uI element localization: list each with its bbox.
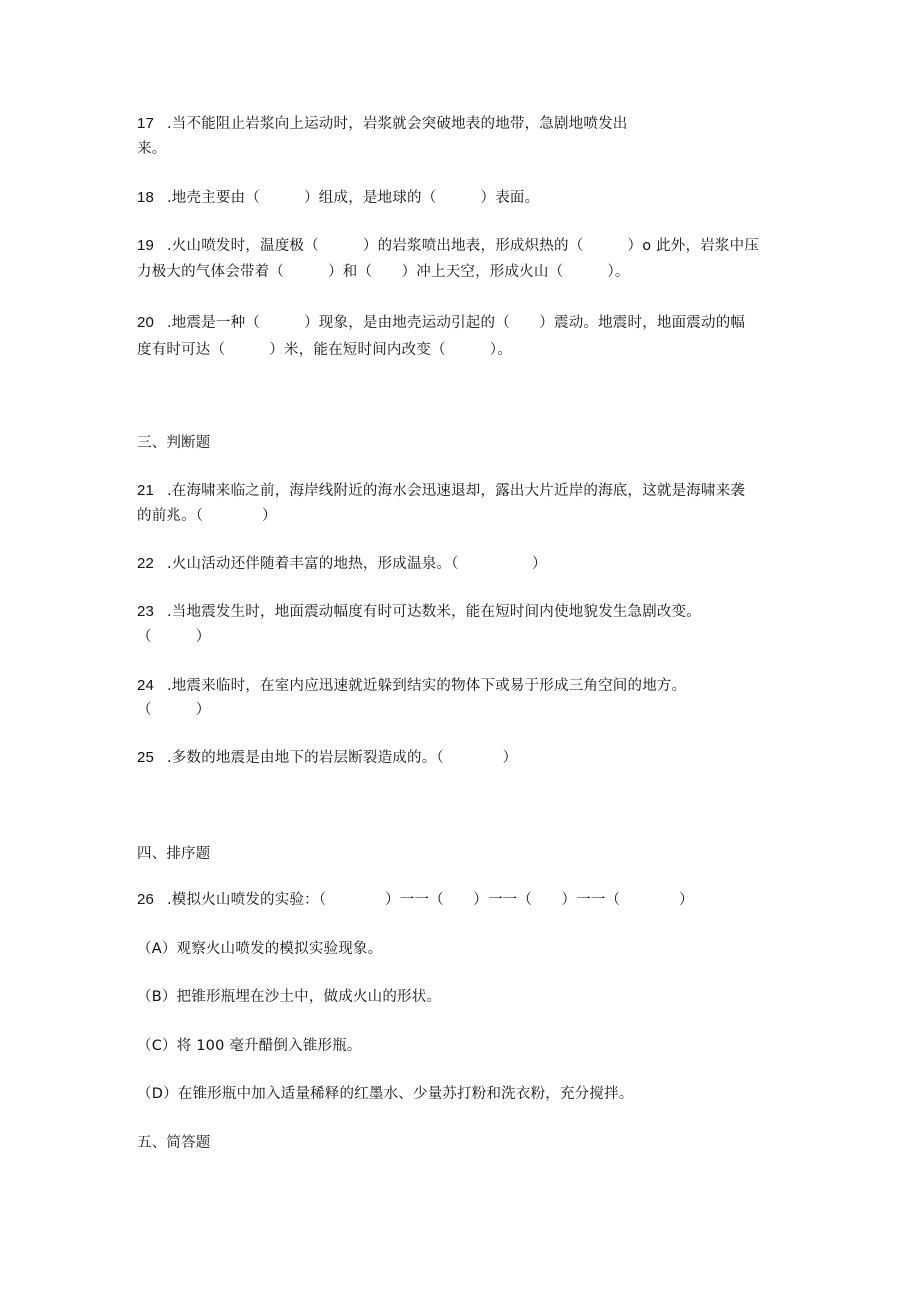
- question-17-line-2: 来。: [137, 141, 167, 157]
- question-26-option-a: （A）观察火山喷发的模拟实验现象。: [137, 941, 383, 957]
- question-18-number: 18: [137, 189, 155, 206]
- question-24-line-2: （ ）: [137, 702, 211, 718]
- question-23-text: .当地震发生时，地面震动幅度有时可达数米，能在短时间内使地貌发生急剧改变。: [167, 604, 702, 620]
- question-25-text: .多数的地震是由地下的岩层断裂造成的。（ ）: [167, 750, 518, 766]
- question-19-text: .火山喷发时，温度极（ ）的岩浆喷出地表，形成炽热的（ ）o 此外，岩浆中压: [167, 238, 759, 254]
- question-21-line-1: [137, 481, 745, 501]
- question-20-line-2: 度有时可达（ ）米，能在短时间内改变（ ）。: [137, 342, 512, 358]
- question-19-line-2: 力极大的气体会带着（ ）和（ ）冲上天空，形成火山（ ）。: [137, 264, 630, 280]
- question-17-number: 17: [137, 115, 155, 132]
- question-21-number: 21: [137, 482, 155, 499]
- section-5-title: 五、简答题: [137, 1135, 211, 1151]
- question-26-option-b: （B）把锥形瓶埋在沙土中，做成火山的形状。: [137, 989, 442, 1005]
- question-26-option-d: （D）在锥形瓶中加入适量稀释的红墨水、少量苏打粉和洗衣粉，充分搅拌。: [137, 1086, 634, 1102]
- question-21-line-2: 的前兆。（ ）: [137, 508, 277, 524]
- question-23-line-2: （ ）: [137, 629, 211, 645]
- question-19-number: 19: [137, 237, 155, 254]
- question-26-line-1: [137, 890, 694, 910]
- section-3-title: 三、判断题: [137, 435, 211, 451]
- question-17-line-1: [137, 114, 628, 134]
- question-24-line-1: [137, 676, 686, 696]
- question-19-line-1: [137, 236, 759, 256]
- question-18-line-1: [137, 188, 539, 208]
- question-23-line-1: [137, 602, 701, 622]
- question-24-number: 24: [137, 677, 155, 694]
- question-21-text: .在海啸来临之前，海岸线附近的海水会迅速退却，露出大片近岸的海底，这就是海啸来袭: [167, 483, 746, 499]
- question-26-text: .模拟火山喷发的实验：（ ）一一（ ）一一（ ）一一（ ）: [167, 892, 694, 908]
- question-22-number: 22: [137, 555, 155, 572]
- question-22-text: .火山活动还伴随着丰富的地热，形成温泉。（ ）: [167, 556, 547, 572]
- question-25-number: 25: [137, 749, 155, 766]
- question-20-line-1: [137, 313, 745, 333]
- question-22-line-1: [137, 554, 547, 574]
- question-23-number: 23: [137, 603, 155, 620]
- question-24-text: .地震来临时，在室内应迅速就近躲到结实的物体下或易于形成三角空间的地方。: [167, 678, 687, 694]
- question-20-text: .地震是一种（ ）现象，是由地壳运动引起的（ ）震动。地震时，地面震动的幅: [167, 315, 746, 331]
- section-4-title: 四、排序题: [137, 846, 211, 862]
- question-25-line-1: [137, 748, 517, 768]
- question-18-text: .地壳主要由（ ）组成，是地球的（ ）表面。: [167, 190, 540, 206]
- question-17-text: .当不能阻止岩浆向上运动时，岩浆就会突破地表的地带，急剧地喷发出: [167, 116, 628, 132]
- question-26-number: 26: [137, 891, 155, 908]
- question-26-option-c: （C）将 100 毫升醋倒入锥形瓶。: [137, 1038, 362, 1054]
- question-20-number: 20: [137, 314, 155, 331]
